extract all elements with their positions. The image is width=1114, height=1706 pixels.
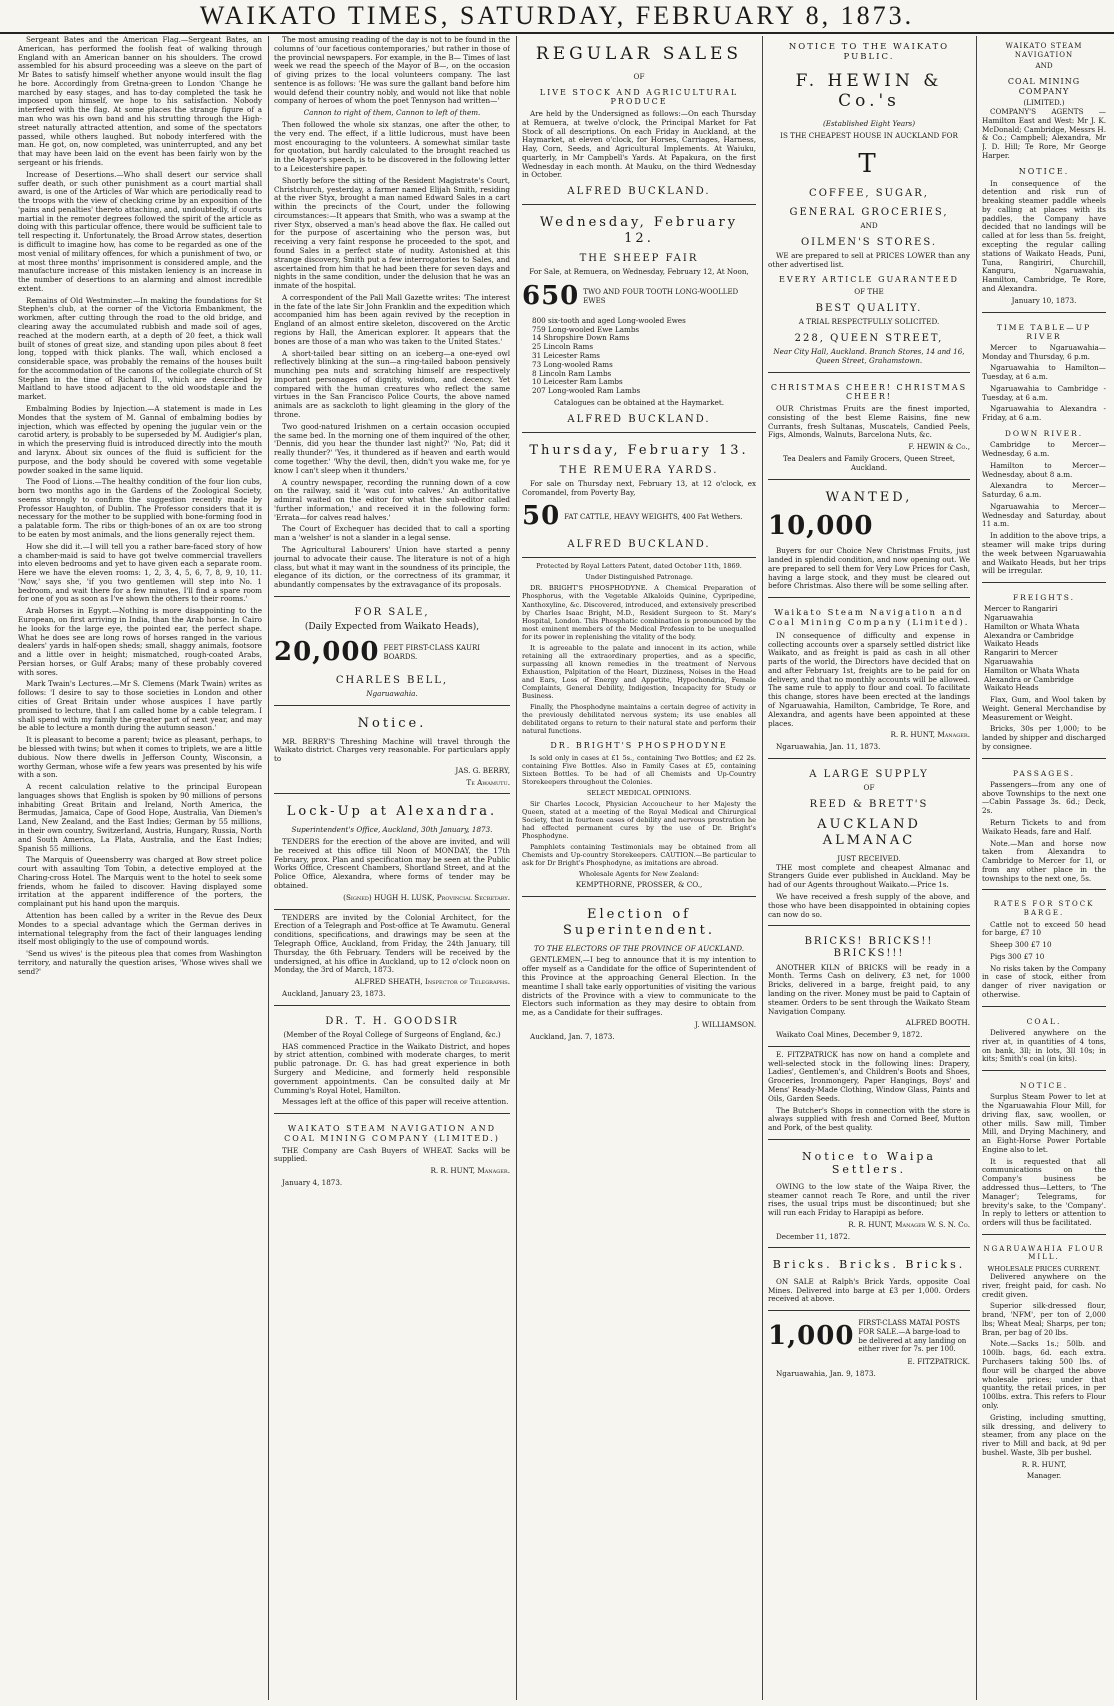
- ad-heading: PASSAGES.: [1012, 768, 1076, 778]
- ad-heading: Election of Superintendent.: [562, 906, 716, 938]
- ad-heading: Bricks. Bricks. Bricks.: [772, 1258, 966, 1272]
- ad-bricks: [768, 925, 970, 1040]
- ad-text: GENTLEMEN,—I beg to announce that it is my intention to offer myself as a Candidate for the office of Superintendent of this Province at the approaching General Election. In the meantime I shall take early opportunities of visiting the various districts of the Province with a view to communicate to the Electors such information as they may desire to obtain from me, as a Candidate for their suffrages.: [522, 955, 756, 1018]
- ad-text: In consequence of the detention and risk run of breaking steamer paddle wheels by calling at places with its paddles, the Company have decided that no landings will be called at for less than 5s. freight, excepting the regular calling stations of Waikato Heads, Puni, Tuna, Rangiriri, Churchill, Kanguru, Ngaruawahia, Hamilton, Cambridge, Te Rore, and Alexandra.: [982, 178, 1106, 293]
- ad-wsn-freights: [768, 597, 970, 752]
- ad-subheading: SELECT MEDICAL OPINIONS.: [586, 788, 692, 797]
- list-item: 8 Lincoln Ram Lambs: [532, 368, 612, 378]
- news-paragraph: 'Send us wives' is the piteous plea that comes from Washington territory, and naturally the question arises, 'Whose wives shall we send?': [18, 949, 262, 976]
- ad-telegraph-tender: [274, 909, 510, 999]
- ad-text: Finally, the Phosphodyne maintains a certain degree of activity in the previously debilitated nervous system; its use enables all debilitated organs to return to their natural state and perform their natural functions.: [522, 702, 756, 735]
- timetable-item: Hamilton to Mercer—Wednesday, about 8 a.m.: [982, 460, 1106, 479]
- column-4-ads: [768, 36, 970, 1700]
- ad-heading: NOTICE.: [1018, 166, 1070, 176]
- ad-date: Auckland, January 23, 1873.: [282, 988, 386, 998]
- news-paragraph: How she did it.—I will tell you a rather bare-faced story of how a chamber-maid is said to have got twelve commercial travellers into eleven bedrooms and yet to have given each a separate room. Here we have the eleven rooms: 1, 2, 3, 4, 5, 6, 7, 8, 9, 10, 11. 'Now,' says she, 'if you two gentlemen will step into No. 1 bedroom, and wait there for a few minutes, I'll find a spare room for one of you as soon as I've shown the others to their rooms.': [18, 541, 262, 604]
- ad-subheading: JUST RECEIVED.: [837, 853, 901, 863]
- ad-line: COFFEE, SUGAR,: [809, 188, 929, 200]
- ad-text: Pamphlets containing Testimonials may be obtained from all Chemists and Up-country Storekeepers. CAUTION.—Be particular to ask for Dr Bright's Phosphodyne, as imitations are abroad.: [522, 843, 756, 868]
- ad-subheading: WHOLESALE PRICES CURRENT.: [987, 1264, 1101, 1273]
- ad-heading: Wednesday, February 12.: [539, 215, 739, 247]
- ad-text: WE are prepared to sell at PRICES LOWER than any other advertised list.: [768, 250, 970, 269]
- ad-date: January 10, 1873.: [1011, 295, 1077, 305]
- column-1-news: [18, 36, 262, 1700]
- news-paragraph: The Agricultural Labourers' Union have started a penny journal to advocate their cause. The literature is not of a high class, but what it may want in the soundness of its principle, the elegance of its diction, or the correctness of its grammar, it abundantly compensates by the extravagance of its proposals.: [274, 544, 510, 590]
- ad-big-number: 650: [522, 281, 580, 312]
- ad-established: (Established Eight Years): [822, 119, 916, 129]
- ad-and: AND: [860, 220, 878, 230]
- ad-big-text: FEET FIRST-CLASS KAURI BOARDS.: [383, 644, 480, 661]
- ad-text: A TRIAL RESPECTFULLY SOLICITED.: [798, 317, 940, 327]
- ad-signature: CHARLES BELL,: [335, 674, 449, 686]
- list-item: Alexandra or Cambridge: [984, 674, 1074, 684]
- column-rule: [268, 36, 269, 1700]
- ad-heading: CHRISTMAS CHEER! CHRISTMAS CHEER!: [770, 382, 968, 402]
- ad-text: It is agreeable to the palate and innocent in its action, while retaining all the extraordinary properties, and as a specific, surpassing all known remedies in the treatment of Nervous Exhaustion, Palpitation of the Heart, Dizziness, Noises in the Head and Ears, Loss of Energy and Appetite, Hypochondria, Female Complaints, General Debility, Indigestion, Incapacity for Study or Business.: [522, 643, 756, 700]
- ad-big-text: TWO AND FOUR TOOTH LONG-WOOLLED EWES: [583, 288, 739, 305]
- ad-election: [522, 896, 756, 1042]
- timetable-item: Cambridge to Mercer—Wednesday, 6 a.m.: [982, 440, 1106, 458]
- ad-heading: COAL.: [1026, 1016, 1062, 1026]
- ad-date: Auckland, Jan. 7, 1873.: [530, 1031, 615, 1041]
- ad-date: December 11, 1872.: [776, 1231, 850, 1241]
- column-rule: [762, 36, 763, 1700]
- list-item: 73 Long-wooled Rams: [532, 359, 613, 369]
- news-paragraph: Remains of Old Westminster.—In making the foundations for St Stephen's club, at the corner of the Victoria Embankment, the workmen, after cutting through the road to the old bridge, and clearing away the accumulated rubbish and made soil of ages, reached at the modern earth, at a depth of 20 feet, a thick wall built of stones of great size, and standing upon piles about 8 feet long, topped with thick planks. The wall, which enclosed a considerable space, was probably the remains of the houses built for the accommodation of the canons of the collegiate church of St Stephen in the time of Richard II., which are described by Maitland to have stood adjacent to the old woodstaple and the market.: [18, 295, 262, 402]
- ad-heading: RATES FOR STOCK BARGE.: [993, 900, 1095, 918]
- news-paragraph: The most amusing reading of the day is not to be found in the columns of 'our facetious contemporaries,' but rather in those of the provincial newspapers. For example, in the B— Times of last week we read the speech of the Mayor of B—, on the occasion of giving prizes to the local volunteers company. The last sentence is as follows: 'He was sure the gallant band before him would defend their country nobly, and would not like that noble company of heroes of whom the poet Tennyson had written—': [274, 36, 510, 106]
- ad-text: Is sold only in cases at £1 5s., containing Two Bottles; and £2 2s. containing Five Bottles. Also in Family Cases at £5, containing Sixteen Bottles. To be had of all Chemists and Up-Country Storekeepers throughout the Colonies.: [522, 753, 756, 786]
- ad-big-row: [768, 1319, 970, 1354]
- ad-regular-sales: [522, 44, 756, 198]
- ad-christmas: [768, 372, 970, 473]
- ad-text: Passengers—from any one of above Townships to the next one—Cabin Passage 3s. 6d.; Deck, 2s.: [982, 779, 1106, 816]
- list-item: Waikato Heads: [984, 683, 1039, 693]
- list-item: 759 Long-wooled Ewe Lambs: [532, 324, 640, 334]
- ad-text: IS THE CHEAPEST HOUSE IN AUCKLAND FOR: [780, 130, 958, 140]
- ad-heading: COAL MINING COMPANY: [1007, 76, 1081, 96]
- ad-date: Ngaruawahia, Jan. 9, 1873.: [776, 1368, 876, 1378]
- list-item: 25 Lincoln Rams: [532, 342, 594, 352]
- ad-text: DR. BRIGHT'S PHOSPHODYNE. A Chemical Preparation of Phosphorus, with the Vegetable Alkaloids Quinine, Cypripedine, Xanthoxyline, &c. Discovered, introduced, and extensively prescribed by Charles Isaac Bright, M.D., Resident Surgeon to St. Mary's Hospital, London. This Phosphatic combination is pronounced by the most eminent members of the Medical Profession to be unequalled for its power in replenishing the vitality of the body.: [522, 584, 756, 641]
- ad-big-text: FAT CATTLE, HEAVY WEIGHTS, 400 Fat Wethers.: [564, 512, 743, 521]
- rate-row: Pigs 300 £7 10: [990, 951, 1045, 961]
- ad-signature: R. R. HUNT,: [1021, 1459, 1067, 1469]
- ad-text: In addition to the above trips, a steamer will make trips during the week between Ngaruawahia and Waikato Heads, but her trips will be irregular.: [982, 531, 1106, 576]
- ad-title: Manager.: [1026, 1471, 1062, 1481]
- ad-big-number: 1,000: [768, 1320, 855, 1351]
- news-paragraph: The Marquis of Queensberry was charged at Bow street police court with assaulting Tom Tobin, a detective employed at the Charing-cross Hotel. The Marquis went to the hotel to seek some friends, whom he failed to discover. Having displayed some irritation at the apparent indifference of the porters, the complainant put his hand upon the marquis.: [18, 855, 262, 909]
- ad-heading: NOTICE.: [1019, 1081, 1069, 1091]
- ad-signature: R. R. HUNT, Manager W. S. N. Co.: [848, 1219, 970, 1229]
- ad-wanted: [768, 479, 970, 591]
- coal: [982, 1006, 1106, 1064]
- ad-line: OILMEN'S STORES.: [800, 236, 938, 248]
- ad-subheading: (Daily Expected from Waikato Heads),: [304, 622, 480, 633]
- ad-text: THE most complete and cheapest Almanac and Strangers Guide ever published in Auckland. May be had of our Agents throughout Waikato.—Price 1s.: [768, 862, 970, 890]
- ad-heading: Thursday, February 13.: [529, 442, 749, 458]
- ad-text: ON SALE at Ralph's Brick Yards, opposite Coal Mines. Delivered into barge at £3 per 1,000. Orders received at above.: [768, 1276, 970, 1304]
- list-item: Hamilton or Whata Whata: [984, 621, 1080, 631]
- ad-heading: A LARGE SUPPLY: [809, 768, 929, 780]
- ad-line: BEST QUALITY.: [815, 302, 923, 314]
- ad-phosphodyne: [522, 557, 756, 890]
- masthead-title: WAIKATO TIMES, SATURDAY, FEBRUARY 8, 1873.: [199, 1, 915, 30]
- rate-row: Sheep 300 £7 10: [990, 940, 1052, 950]
- ad-text: OWING to the low state of the Waipa River, the steamer cannot reach Te Rore, and until the river rises, the usual trips must be discontinued; but she will run each Friday to Harapipi as before.: [768, 1181, 970, 1218]
- list-item: Alexandra or Cambridge: [984, 630, 1074, 640]
- ad-lockup-alexandra: [274, 793, 510, 902]
- ad-text: MR. BERRY'S Threshing Machine will travel through the Waikato district. Charges very reasonable. For particulars apply to: [274, 736, 510, 764]
- ad-heading: NOTICE TO THE WAIKATO PUBLIC.: [788, 42, 950, 63]
- timetable-item: Ngaruawahia to Hamilton—Tuesday, at 6 a.m.: [982, 363, 1106, 382]
- ad-subheading: TO THE ELECTORS OF THE PROVINCE OF AUCKLAND.: [533, 943, 745, 953]
- ad-signature: R. R. HUNT, Manager.: [890, 730, 970, 740]
- ad-fitzpatrick: [768, 1046, 970, 1133]
- ad-big-number: 20,000: [274, 637, 380, 668]
- ad-text: Gristing, including smutting, silk dressing, and delivery to steamer, from any place on the river to Mill and back, at 9d per bushel. Waste, 3lb per bushel.: [982, 1412, 1106, 1457]
- ad-text: TENDERS are invited by the Colonial Architect, for the Erection of a Telegraph and Post-office at Te Awamutu. General conditions, specifications, and drawings may be seen at the Telegraph Office, Auckland, from Friday, the 24th January, till Thursday, the 6th February. Tenders will be received by the undersigned, at his office in Auckland, up to 12 o'clock noon on Monday, the 3rd of March, 1873.: [274, 912, 510, 975]
- ad-signature: ALFRED SHEATH, Inspector of Telegraphs.: [354, 977, 510, 987]
- ad-line: GENERAL GROCERIES,: [789, 206, 949, 218]
- ad-text: TENDERS for the erection of the above are invited, and will be received at this office till Noon of MONDAY, the 17th February, prox. Plan and specification may be seen at the Public Works Office, Crescent Chambers, Shortland Street, and at the Police Office, Alexandra, where forms of tender may be obtained.: [274, 837, 510, 891]
- ad-heading: BRICKS! BRICKS!! BRICKS!!!: [804, 936, 934, 960]
- ad-text: HAS commenced Practice in the Waikato District, and hopes by strict attention, combined with moderate charges, to merit public patronage. Dr. G. has had great experience in both Surgery and Medicine, and formerly held responsible government appointments. Can be consulted daily at Mr Cumming's Royal Hotel, Hamilton.: [274, 1041, 510, 1095]
- ad-signature: ALFRED BUCKLAND.: [567, 413, 711, 425]
- ad-text: Are held by the Undersigned as follows:—On each Thursday at Remuera, at twelve o'clock, the Principal Market for Fat Stock of all descriptions. On each Friday in Auckland, at the Haymarket, at eleven o'clock, for Horses, Carriages, Harness, Hay, Corn, Seeds, and Agricultural Implements. At Waiuku, quarterly, in Mr Campbell's Yards. At Papakura, on the first Wednesday in each month. At Mauku, on the third Wednesday in October.: [522, 109, 756, 180]
- ad-patronage: Under Distinguished Patronage.: [585, 573, 693, 582]
- stock-barge-rates: [982, 889, 1106, 999]
- news-paragraph: Mark Twain's Lectures.—Mr S. Clemens (Mark Twain) writes as follows: 'I desire to say to those societies in London and other cities of Great Britain under whose auspices I have partly promised to lecture, that I am called home by a cable telegram. I shall spend with my family the greater part of next year, and may be able to lecture a month during the autumn season.': [18, 679, 262, 733]
- ad-trade: Tea Dealers and Family Grocers, Queen Street, Auckland.: [782, 454, 955, 472]
- ad-subheading: THE REMUERA YARDS.: [559, 464, 719, 476]
- list-item: Mercer to Rangariri: [984, 604, 1058, 614]
- ad-heading: DR. T. H. GOODSIR: [325, 1015, 459, 1027]
- ad-date: Ngaruawahia, Jan. 11, 1873.: [776, 742, 881, 752]
- list-item: 207 Long-wooled Ram Lambs: [532, 386, 641, 396]
- news-paragraph: Sergeant Bates and the American Flag.—Sergeant Bates, an American, has performed the foolish feat of walking through England with an American banner on his shoulders. The crowd assembled for his absurd proceeding was a sleeve on the part of Mr Bates to satisfy himself whether anyone would insult the flag he bore. Accordingly from Gretna-green to London 'Change he marched by easy stages, and has to-day completed the task he imposed upon himself, we hope to his satisfaction. Nobody interfered with the flag. At some places the strange figure of a man who was his own band and his strutting through the High-street naturally attracted attention, and some of the spectators passed, while others laughed. But nobody interfered with the man. He got, on, now completed, was uninterrupted, and any bet that may have been laid on the event has been fairly won by the sergeant or his friends.: [18, 36, 262, 167]
- ad-firm: F. HEWIN & Co.'s: [795, 70, 943, 112]
- ad-of: OF: [863, 783, 875, 793]
- ad-berry-notice: [274, 705, 510, 788]
- news-paragraph: The Court of Exchequer has decided that to call a sporting man a 'welsher' is not a slander in a legal sense.: [274, 524, 510, 543]
- surplus-steam-notice: [982, 1070, 1106, 1228]
- ad-sheep-fair: [522, 204, 756, 425]
- timetable: [982, 312, 1106, 577]
- list-item: Ngaruawahia: [984, 656, 1034, 666]
- ad-subheading: (Member of the Royal College of Surgeons of England, &c.): [283, 1029, 501, 1039]
- ad-text: Buyers for our Choice New Christmas Fruits, just landed in splendid condition, and now opening out. We are prepared to sell them for Very Low Prices for Cash, having a large stock, and they must be cleared out before Christmas. Also there will be some selling after.: [768, 546, 970, 591]
- ad-text: Sir Charles Locock, Physician Accoucheur to her Majesty the Queen, stated at a meeting of the Royal Medical and Chirurgical Society, that in fourteen cases of debility and nervous prostration he had effected permanent cures by the use of Dr. Bright's Phosphodyne.: [522, 799, 756, 841]
- ad-signature: (Signed) HUGH H. LUSK, Provincial Secretary.: [343, 892, 510, 902]
- ad-text: Note.—Sacks 1s.; 50lb. and 100lb. bags, 6d. each extra. Purchasers taking 500 lbs. of flour will be charged the above wholesale prices; under that quantity, the retail prices, in per 100lbs. extra. This refers to Flour only.: [982, 1339, 1106, 1410]
- ad-date: January 4, 1873.: [282, 1177, 343, 1187]
- ad-office: Superintendent's Office, Auckland, 30th January, 1873.: [291, 825, 493, 835]
- news-paragraph: Arab Horses in Egypt.—Nothing is more disappointing to the European, on first arriving in India, than the Arab horse. In Cairo he looks for the large eye, the pointed ear, the perfect shape. What he does see are long rows of horses ranged in the various dealers' yards in half-open sheds; small, shaggy animals, footsore and a little over in height; mismatched, rough-coated Arabs, Persian horses, or Gulf Arabs; many of these probably covered with sores.: [18, 606, 262, 677]
- ad-text: Superior silk-dressed flour, brand, 'NFM', per ton of 2,000 lbs; Wheat Meal; Sharps, per ton; Bran, per bag of 20 lbs.: [982, 1301, 1106, 1337]
- ad-text: COMPANY'S AGENTS —Hamilton East and West: Mr J. K. McDonald; Cambridge, Messrs H. & Co.; Campbell; Alexandra, Mr J. D. Hill; Te Rore, Mr George Harper.: [982, 107, 1106, 161]
- ad-kauri-boards: [274, 596, 510, 699]
- ad-subheading: LIVE STOCK AND AGRICULTURAL PRODUCE: [539, 87, 739, 107]
- ad-text: IN consequence of difficulty and expense in collecting accounts over a sparsely settled district like Waikato, and as freight is paid as cash in all other parts of the world, the Directors have decided that on and after February 1st, freights are to be paid for on delivery, and that no monthly accounts will be allowed. The same rule to apply to flour and coal. To facilitate this change, stores have been erected at the landings of Ngaruawahia, Hamilton, Cambridge, Te Rore, and Alexandra, and agents have been appointed at these places.: [768, 630, 970, 728]
- ad-text: It is requested that all communications on the Company's business be addressed thus—Letters, to 'The Manager'; Telegrams, for brevity's sake, to the 'Company'. In reply to letters or attention to orders will thus be facilitated.: [982, 1156, 1106, 1228]
- list-item: Ngaruawahia: [984, 613, 1034, 623]
- ad-waipa-settlers: [768, 1139, 970, 1242]
- sheep-list: [532, 317, 756, 396]
- news-paragraph: The Food of Lions.—The healthy condition of the four lion cubs, born two months ago in the Gardens of the Zoological Society, seems strongly to confirm the suggestion recently made by Professor Haughton, of Dublin. The Professor considers that it is necessary for the mother to be supplied with bone-forming food in a palatable form. The ribs or thigh-bones of an ox are too strong to be eaten by most animals, and the lions generally reject them.: [18, 477, 262, 539]
- news-paragraph: Then followed the whole six stanzas, one after the other, to the very end. The effect, if a little ludicrous, must have been most encouraging to the volunteers. A somewhat similar taste for quotation, but hardly calculated to the brought reached us in the Mayor's speech, is to be discovered in the following letter to a Leicestershire paper.: [274, 120, 510, 173]
- ad-subheading: THE SHEEP FAIR: [579, 253, 699, 265]
- ad-place: Te Awamutu.: [466, 777, 510, 787]
- ad-text: Delivered anywhere on the river at, in quantities of 4 tons, on bank, 3ll; in lots, 3ll 10s; in kits; Smith's coal (in kits).: [982, 1027, 1106, 1064]
- news-paragraph: A country newspaper, recording the running down of a cow on the railway, said it 'was cut into calves.' An authoritative admiral waited on the editor for what the sub-editor called 'further information,' and received it in the following form: 'Errata—for calves read halves.': [274, 477, 510, 522]
- ad-text: E. FITZPATRICK has now on hand a complete and well-selected stock in the following lines: Drapery, Ladies', Gentlemen's, and Children's Boots and Shoes, Groceries, Ironmongery, Paper Hangings, Boys' and Mens' Ready-Made Clothing, Window Glass, Paints and Oils, Garden Seeds.: [768, 1049, 970, 1103]
- ad-name: REED & BRETT'S: [809, 798, 929, 810]
- column-5-steam-navigation: [982, 36, 1106, 1700]
- ad-text: No risks taken by the Company in case of stock, either from danger of river navigation or otherwise.: [982, 963, 1106, 1000]
- ad-heading: FOR SALE,: [354, 606, 430, 618]
- ad-text: Note.—Man and horse now taken from Alexandra to Cambridge to Mercer for 1l, or from any other place in the townships to the next one, 5s.: [982, 838, 1106, 883]
- ad-text: Messages left at the office of this paper will receive attention.: [282, 1097, 509, 1107]
- ad-big-row: [522, 501, 756, 533]
- ad-heading: FREIGHTS.: [1012, 593, 1076, 603]
- ad-heading: TIME TABLE—UP RIVER: [996, 322, 1092, 341]
- column-3-ads: [522, 36, 756, 1700]
- ad-matai-posts: [768, 1310, 970, 1379]
- ad-heading: NGARUAWAHIA FLOUR MILL.: [983, 1244, 1105, 1262]
- list-item: 800 six-tooth and aged Long-wooled Ewes: [532, 315, 686, 325]
- column-2-news-ads: [274, 36, 510, 1700]
- freight-list: [984, 605, 1106, 693]
- freights: [982, 582, 1106, 752]
- ad-of: OF: [633, 71, 645, 81]
- timetable-item: Mercer to Ngaruawahia—Monday and Thursday, 6 p.m.: [982, 342, 1106, 361]
- ad-agents-name: KEMPTHORNE, PROSSER, & CO.,: [575, 880, 703, 890]
- ad-signature: ALFRED BOOTH.: [905, 1018, 970, 1028]
- ad-limited: (LIMITED.): [1023, 98, 1065, 108]
- ad-text: Surplus Steam Power to let at the Ngaruawahia Flour Mill, for driving flax, saw, woollen, or other mills. Saw mill, Timber Mill, and Drying Machinery, and an Eight-Horse Power Portable Engine also to let.: [982, 1092, 1106, 1154]
- ad-heading: Lock-Up at Alexandra.: [286, 804, 498, 820]
- column-rule: [516, 36, 517, 1700]
- ad-signature: JAS. G. BERRY,: [455, 765, 510, 775]
- ad-patent: Protected by Royal Letters Patent, dated October 11th, 1869.: [536, 562, 742, 571]
- ad-text: Delivered anywhere on the river, freight paid, for cash. No credit given.: [982, 1272, 1106, 1299]
- ad-city: Near City Hall, Auckland. Branch Stores, 14 and 16, Queen Street, Grahamstown.: [773, 347, 965, 365]
- ad-big-number: 10,000: [768, 511, 874, 542]
- ad-text: The Butcher's Shops in connection with the store is always supplied with fresh and Corned Beef, Mutton and Pork, of the best quality.: [768, 1105, 970, 1133]
- ad-text: THE Company are Cash Buyers of WHEAT. Sacks will be supplied.: [274, 1145, 510, 1164]
- list-item: 10 Leicester Ram Lambs: [532, 377, 623, 387]
- ad-signature: R. R. HUNT, Manager.: [430, 1166, 510, 1176]
- ad-wsn-wheat: [274, 1113, 510, 1188]
- list-item: Hamilton or Whata Whata: [984, 665, 1080, 675]
- ad-heading: Notice.: [357, 715, 427, 731]
- ad-text: ANOTHER KILN of BRICKS will be ready in a Month. Terms Cash on delivery, £3 net, for 1000 Bricks, delivered in a barge, freight paid, to any landing on the river. Money must be paid to Captain of steamer. Orders to be sent through the Waikato Steam Navigation Company.: [768, 962, 970, 1016]
- ad-heading: WANTED,: [825, 489, 913, 505]
- ad-text: Flax, Gum, and Wool taken by Weight. General Merchandise by Measurement or Weight.: [982, 695, 1106, 722]
- ad-text: Catalogues can be obtained at the Haymarket.: [553, 397, 725, 407]
- ad-hewin: [768, 42, 970, 366]
- ad-letter: T: [858, 148, 880, 179]
- ad-signature: E. FITZPATRICK.: [907, 1357, 970, 1367]
- ad-street: 228, QUEEN STREET,: [794, 332, 944, 344]
- list-item: Rangariri to Mercer: [984, 648, 1058, 658]
- list-item: 14 Shropshire Down Rams: [532, 333, 630, 343]
- news-paragraph: A recent calculation relative to the principal European languages shows that English is spoken by 90 millions of persons inhabiting Great Britain and Ireland, North America, the Bermudas, Jamaica, Cape of Good Hope, Australia, Van Diemen's Land, New Zealand, and the East Indies; German by 55 millions, in their own country, Switzerland, Austria, Hungary, Russia, North and South America, La Plata, Australia, and the East Indies; Spanish 55 millions.: [18, 782, 262, 853]
- ad-heading: REGULAR SALES: [535, 44, 743, 64]
- passages: [982, 758, 1106, 884]
- rate-row: Cattle not to exceed 50 head for barge, £7 10: [982, 919, 1106, 938]
- ad-signature: ALFRED BUCKLAND.: [567, 186, 711, 198]
- ad-signature: ALFRED BUCKLAND.: [567, 539, 711, 551]
- flour-mill: [982, 1234, 1106, 1481]
- ad-text: We have received a fresh supply of the above, and those who have been disappointed in obtaining copies can now do so.: [768, 891, 970, 919]
- news-paragraph: Two good-natured Irishmen on a certain occasion occupied the same bed. In the morning one of them inquired of the other, 'Dennis, did you hear the thunder last night?' 'No, Pat; did it really thunder?' 'Yes, it thundered as if heaven and earth would come together.' 'Why the devil, then, didn't you wake me, for ye know I can't sleep when it thunders.': [274, 421, 510, 475]
- timetable-item: Ngaruawahia to Alexandra - Friday, at 6 a.m.: [982, 404, 1106, 423]
- ad-heading: Notice to Waipa Settlers.: [802, 1149, 936, 1177]
- news-paragraph: It is pleasant to become a parent; twice as pleasant, perhaps, to be blessed with twins; but when it comes to triplets, we are a little dubious. Now there dwells in Jefferson County, Wisconsin, a worthy German, whose wife a few years was presented by his wife with a son.: [18, 735, 262, 780]
- timetable-item: Ngaruawahia to Cambridge - Tuesday, at 6 a.m.: [982, 383, 1106, 402]
- news-paragraph: Increase of Desertions.—Who shall desert our service shall suffer death, or such other punishment as a court martial shall award, is one of the Articles of War which are periodically read to the troops with the view of checking crime by an exposition of the 'pains and penalties' thereto attaching, and, undoubtedly, if courts martial in the remoter degrees followed the spirit of the article as doing with this particular offence, there would be sufficient tale to tell respecting it. Unfortunately, the Broad Arrow states, desertion is difficult to imagine how, has come to be regarded as one of the most venial of military offences, for which a punishment of two, or at most three months' imprisonment is considered ample, and the manufacture increase of this mistaken leniency is an increase in the number of desertions to an alarming and almost incredible extent.: [18, 169, 262, 293]
- news-paragraph: Attention has been called by a writer in the Revue des Deux Mondes to a special advantage which the German derives in international telegraphy from the fact of their languages lending itself most obligingly to the use of compound words.: [18, 911, 262, 947]
- ad-text: For Sale, at Remuera, on Wednesday, February 12, At Noon,: [529, 267, 749, 277]
- ad-text: OUR Christmas Fruits are the finest imported, consisting of the best Eleme Raisins, fine new Currants, fresh Sultanas, Muscatels, Candied Peels, Figs, Almonds, Walnuts, Barcelona Nuts, &c.: [768, 404, 970, 440]
- ad-signature: J. WILLIAMSON.: [695, 1019, 756, 1029]
- masthead: [0, 0, 1114, 34]
- list-item: 31 Leicester Rams: [532, 350, 600, 360]
- ad-almanac: [768, 758, 970, 919]
- ad-date: Waikato Coal Mines, December 9, 1872.: [776, 1030, 923, 1040]
- news-paragraph: Shortly before the sitting of the Resident Magistrate's Court, Christchurch, yesterday, a farmer named Elijah Smith, residing at the river Styx, brought a man named Edward Sales in a cart within the precincts of the Court, under the following circumstances:—It appears that Smith, who was a swamp at the river Styx, observed a man's head above the flax. He called out for the purpose of ascertaining who the person was, but receiving a very faint response he proceeded to the spot, and found Sales in a perfect state of nudity. Astonished at this strange discovery, Smith put a few interrogatories to Sales, and ascertained from him that he had been there for seven days and nights in the same condition, under the delusion that he was an inmate of the hospital.: [274, 175, 510, 291]
- ad-heading: DR. BRIGHT'S PHOSPHODYNE: [550, 741, 728, 750]
- ad-remuera-yards: [522, 432, 756, 552]
- ad-dr-goodsir: [274, 1005, 510, 1107]
- ad-title: AUCKLAND ALMANAC: [817, 817, 921, 848]
- ad-big-row: [522, 281, 756, 313]
- ad-text: Bricks, 30s per 1,000; to be landed by shipper and discharged by consignee.: [982, 724, 1106, 751]
- news-paragraph: A correspondent of the Pall Mall Gazette writes: 'The interest in the fate of the late Sir John Franklin and the expedition which accompanied him has been again revived by the reception in England of an almost entire skeleton, discovered on the Arctic regions by Hall, the American explorer. It appears that the bones are those of a man who was taken to the United States.': [274, 292, 510, 346]
- news-paragraph: Embalming Bodies by Injection.—A statement is made in Les Mondes that the system of M. Gannal of embalming bodies by injection, which was effected by opening the jugular vein or the carotid artery, is probably to be superseded by M. Audigier's plan, in which the preserving fluid is introduced directly into the mouth and larynx. About six ounces of the fluid is sufficient for the purpose, and the body should be covered with some vegetable powder soaked in the same liquid.: [18, 404, 262, 475]
- ad-of: OF THE: [854, 287, 884, 297]
- ad-big-row: [274, 637, 510, 669]
- ad-heading: WAIKATO STEAM NAVIGATION: [1005, 42, 1083, 59]
- news-paragraph: A short-tailed bear sitting on an iceberg—a one-eyed owl reflectively blinking at the sun—a ring-tailed baboon pensively munching pea nuts and scratching himself are respectively important personages of dignity, wisdom, and decency. Yet compared with the human creatures who reflect the same virtues in the San Francisco Police Courts, the above named animals are as sackcloth to light gleaming in the glory of the throne.: [274, 348, 510, 420]
- ad-heading: DOWN RIVER.: [1004, 429, 1084, 439]
- ad-text: For sale on Thursday next, February 13, at 12 o'clock, ex Coromandel, from Poverty Bay,: [522, 478, 756, 497]
- ad-big-number: 50: [522, 501, 561, 532]
- quotation: Cannon to right of them, Cannon to left of them.: [303, 108, 481, 118]
- ad-big-row: [768, 511, 970, 543]
- ad-line: EVERY ARTICLE GUARANTEED: [779, 275, 959, 285]
- timetable-item: Ngaruawahia to Mercer—Wednesday and Saturday, about 11 a.m.: [982, 501, 1106, 529]
- ad-heading: Waikato Steam Navigation and Coal Mining Company (Limited).: [768, 608, 970, 629]
- list-item: Waikato Heads: [984, 639, 1039, 649]
- ad-text: Return Tickets to and from Waikato Heads, fare and Half.: [982, 818, 1106, 836]
- ad-place: Ngaruawahia.: [366, 688, 418, 698]
- ad-big-text: FIRST-CLASS MATAI POSTS FOR SALE.—A barge-load to be delivered at any landing on either river for 7s. per 100.: [858, 1319, 967, 1354]
- ad-heading: WAIKATO STEAM NAVIGATION AND COAL MINING COMPANY (LIMITED.): [284, 1124, 500, 1143]
- column-rule: [976, 36, 977, 1700]
- timetable-item: Alexandra to Mercer—Saturday, 6 a.m.: [982, 481, 1106, 500]
- ad-ralph-bricks: [768, 1247, 970, 1304]
- ad-signature: F. HEWIN & Co.,: [908, 442, 970, 452]
- ad-and: AND: [1035, 61, 1053, 71]
- ad-agents: Wholesale Agents for New Zealand:: [579, 870, 699, 879]
